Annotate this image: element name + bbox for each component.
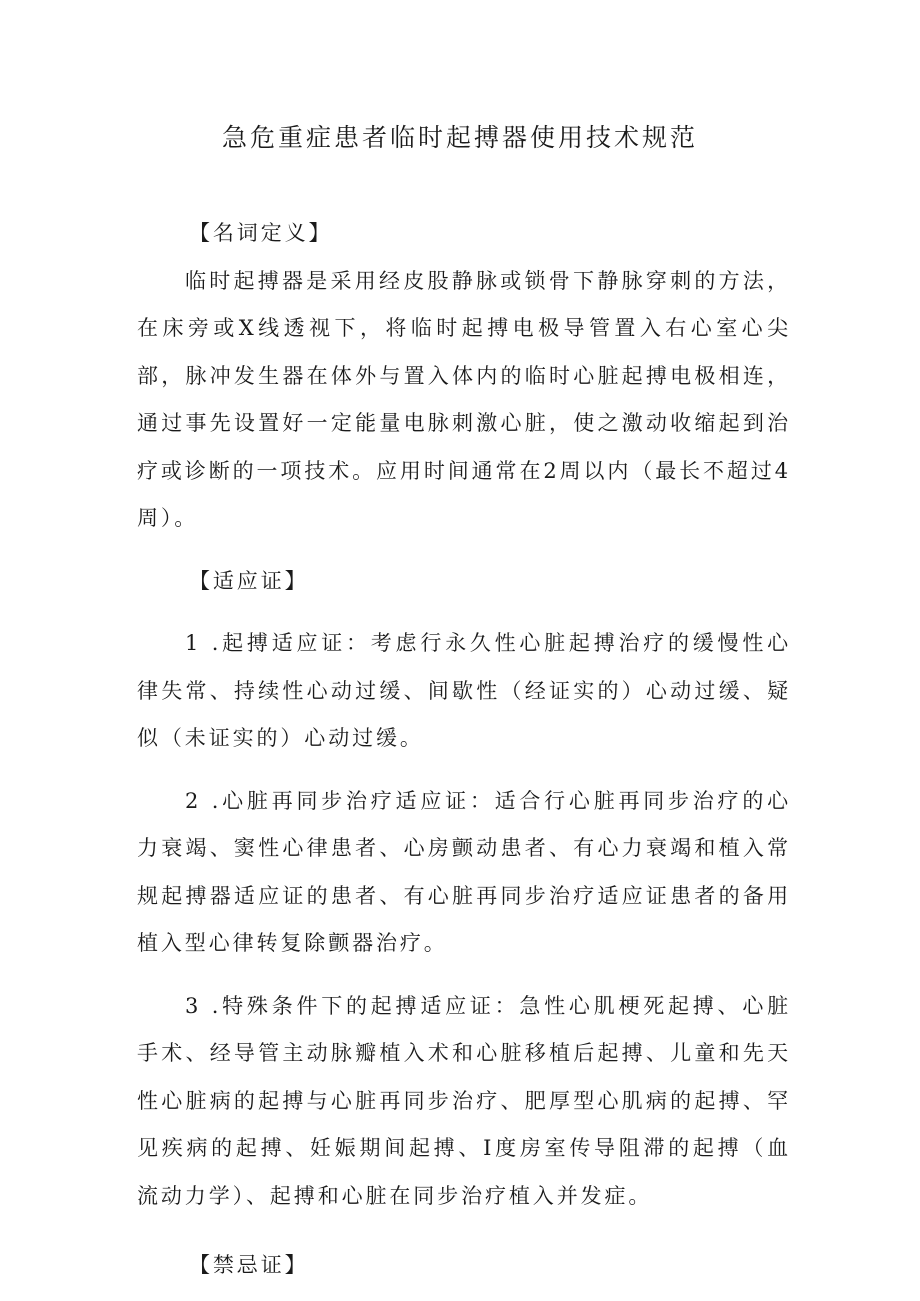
document-body xyxy=(137,210,791,1290)
section-heading-contraindications: 【禁忌证】 xyxy=(189,1253,309,1277)
section-heading-indications: 【适应证】 xyxy=(189,568,309,593)
indication-item-3: 3 .特殊条件下的起搏适应证：急性心肌梗死起搏、心脏手术、经导管主动脉瓣植入术和心脏移植后起搏、儿童和先天性心脏病的起搏与心脏再同步治疗、肥厚型心肌病的起搏、罕见疾病的起搏、妊娠期间起搏、I度房室传导阻滞的起搏（血流动力学）、起搏和心脏在同步治疗植入并发症。 xyxy=(137,993,791,1208)
indication-item-1: 1 .起搏适应证：考虑行永久性心脏起搏治疗的缓慢性心律失常、持续性心动过缓、间歇性（经证实的）心动过缓、疑似（未证实的）心动过缓。 xyxy=(137,631,791,750)
section-heading-definition: 【名词定义】 xyxy=(189,221,333,245)
indication-item-2: 2 .心脏再同步治疗适应证：适合行心脏再同步治疗的心力衰竭、窦性心律患者、心房颤动患者、有心力衰竭和植入常规起搏器适应证的患者、有心脏再同步治疗适应证患者的备用植入型心律转复除颤器治疗。 xyxy=(137,788,791,955)
document-title: 急危重症患者临时起搏器使用技术规范 xyxy=(221,123,698,152)
definition-paragraph: 临时起搏器是采用经皮股静脉或锁骨下静脉穿刺的方法，在床旁或X线透视下，将临时起搏电极导管置入右心室心尖部，脉冲发生器在体外与置入体内的临时心脏起搏电极相连，通过事先设置好一定能量电脉刺激心脏，使之激动收缩起到治疗或诊断的一项技术。应用时间通常在2周以内（最长不超过4周）。 xyxy=(137,268,791,530)
